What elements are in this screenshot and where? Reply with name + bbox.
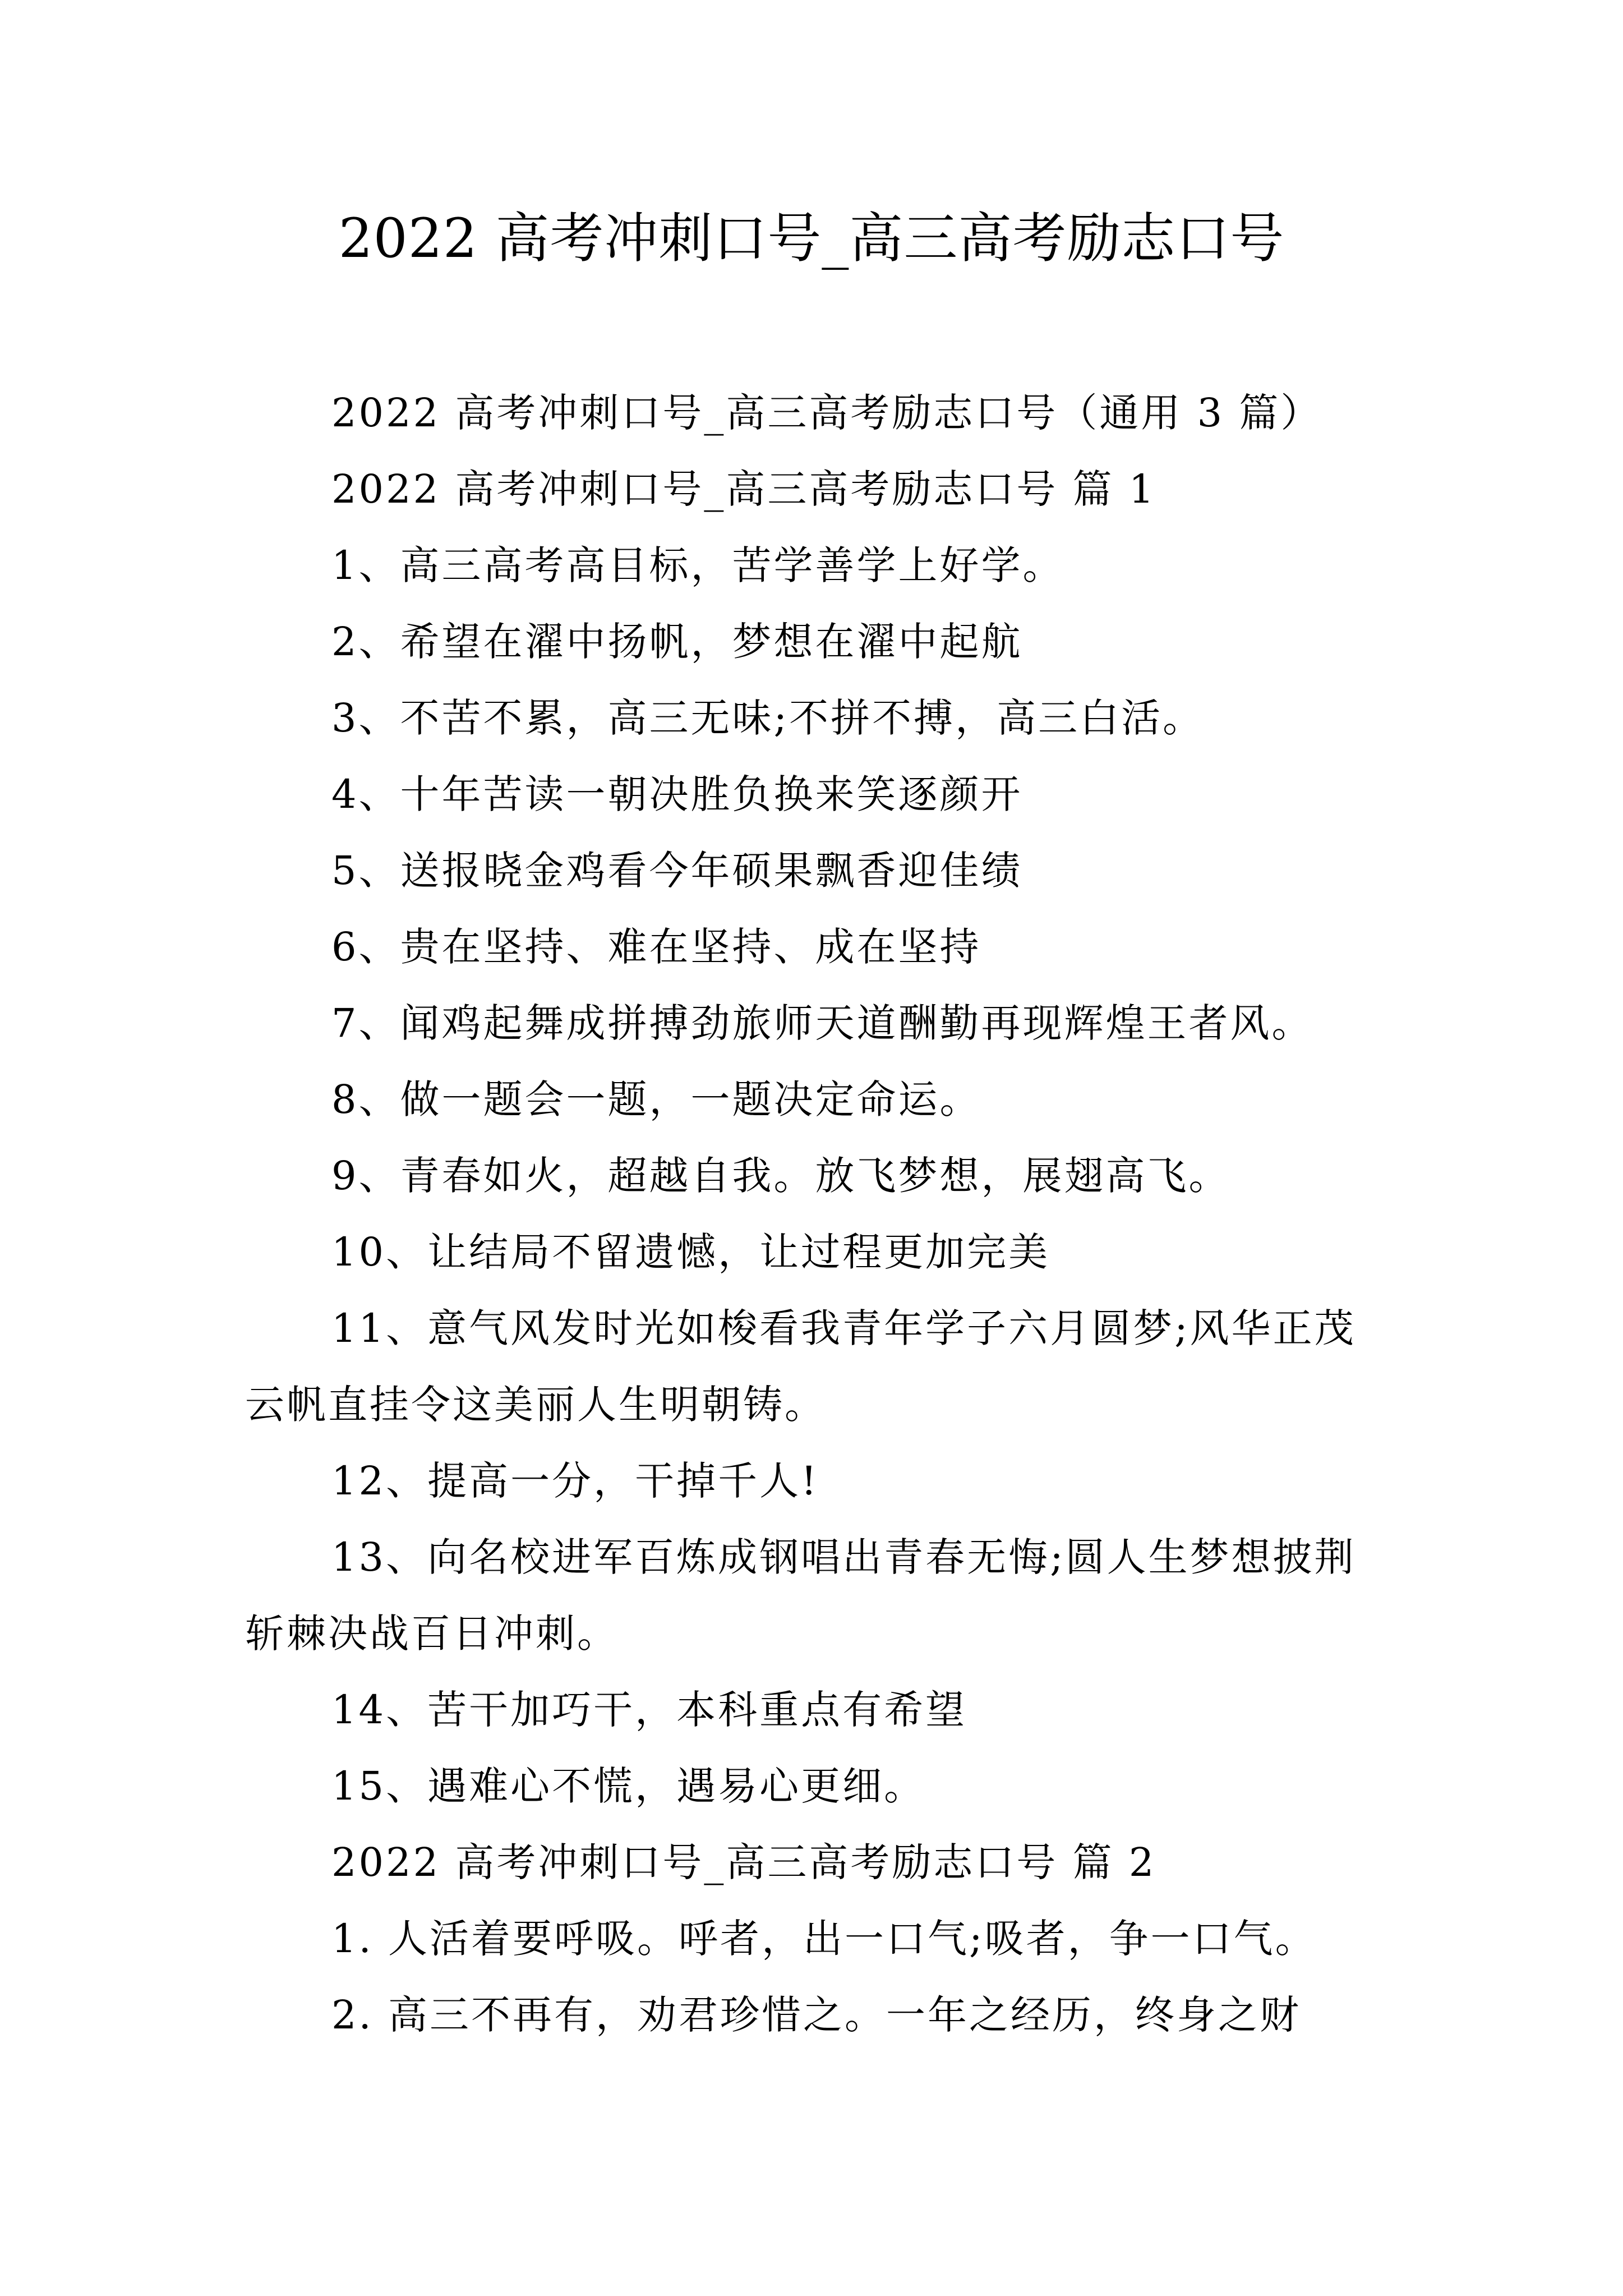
list-item: 10、让结局不留遗憾，让过程更加完美 — [331, 1229, 1050, 1275]
list-item: 4、十年苦读一朝决胜负换来笑逐颜开 — [331, 771, 1023, 817]
list-item: 1. 人活着要呼吸。呼者，出一口气;吸者，争一口气。 — [331, 1916, 1317, 1962]
list-item: 7、闻鸡起舞成拼搏劲旅师天道酬勤再现辉煌王者风。 — [331, 1000, 1313, 1046]
list-item: 6、贵在坚持、难在坚持、成在坚持 — [331, 924, 981, 970]
list-item: 11、意气风发时光如梭看我青年学子六月圆梦;风华正茂云帆直挂令这美丽人生明朝铸。 — [245, 1305, 1356, 1428]
list-item: 12、提高一分，干掉千人! — [331, 1458, 819, 1504]
list-item: 9、青春如火，超越自我。放飞梦想，展翅高飞。 — [331, 1153, 1230, 1199]
list-item: 15、遇难心不慌，遇易心更细。 — [331, 1763, 926, 1809]
list-item: 5、送报晓金鸡看今年硕果飘香迎佳绩 — [331, 848, 1023, 894]
document-title: 2022 高考冲刺口号_高三高考励志口号 — [338, 207, 1285, 270]
section-heading-1: 2022 高考冲刺口号_高三高考励志口号 篇 1 — [331, 466, 1156, 512]
list-item: 14、苦干加巧干，本科重点有希望 — [331, 1687, 967, 1733]
paragraph-subtitle: 2022 高考冲刺口号_高三高考励志口号（通用 3 篇） — [331, 390, 1322, 436]
document-body — [245, 375, 1389, 2053]
list-item: 1、高三高考高目标，苦学善学上好学。 — [331, 542, 1064, 588]
list-item: 2. 高三不再有，劝君珍惜之。一年之经历，终身之财 — [331, 1992, 1302, 2038]
section-heading-2: 2022 高考冲刺口号_高三高考励志口号 篇 2 — [331, 1839, 1156, 1885]
list-item: 8、做一题会一题，一题决定命运。 — [331, 1076, 981, 1122]
list-item: 13、向名校进军百炼成钢唱出青春无悔;圆人生梦想披荆斩棘决战百日冲刺。 — [245, 1534, 1356, 1657]
list-item: 3、不苦不累，高三无味;不拼不搏，高三白活。 — [331, 695, 1205, 741]
list-item: 2、希望在濯中扬帆，梦想在濯中起航 — [331, 619, 1023, 665]
